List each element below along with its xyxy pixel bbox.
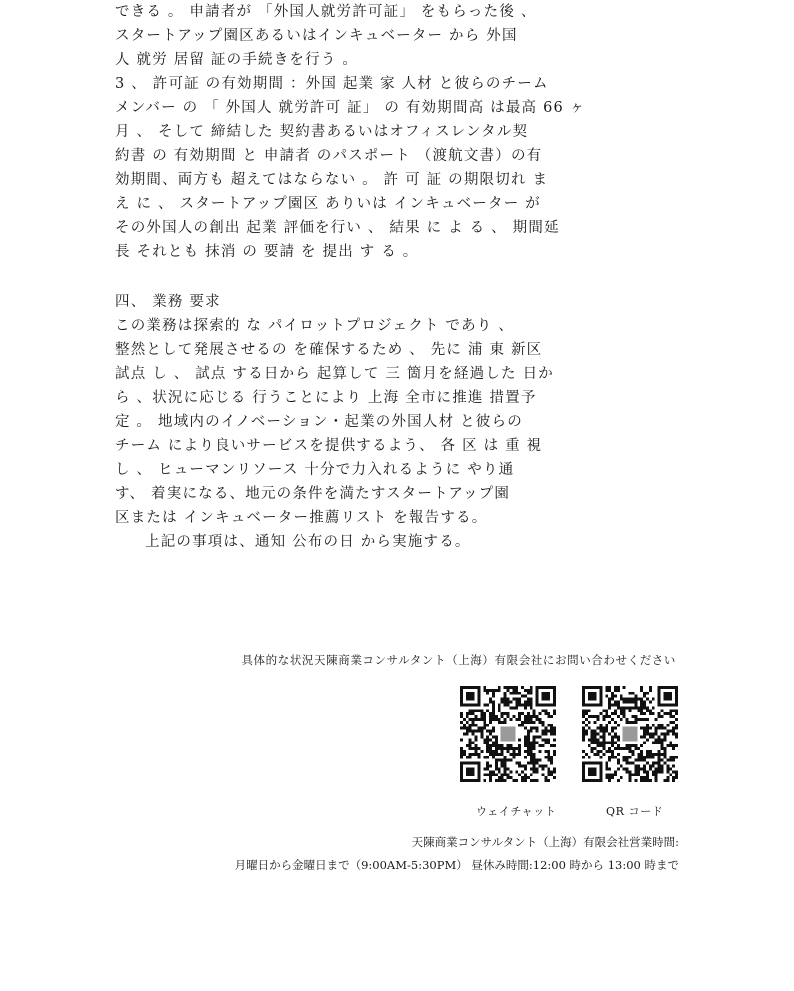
body-line: し 、 ヒューマンリソース 十分で力入れるように やり通	[115, 462, 515, 478]
body-line: できる 。 申請者が 「外国人就労許可証」 をもらった後 、	[115, 4, 537, 20]
body-line: 長 それとも 抹消 の 要請 を 提出 す る 。	[115, 244, 419, 260]
body-line: 約書 の 有効期間 と 申請者 のパスポート （渡航文書）の有	[115, 148, 543, 164]
contact-note: 具体的な状況天陳商業コンサルタント（上海）有限会社にお問い合わせください	[241, 653, 676, 667]
section-heading: 四、 業務 要求	[115, 294, 221, 310]
body-line: スタートアップ園区あるいはインキュベーター から 外国	[115, 28, 518, 44]
qr-code-label: QR コード	[606, 805, 664, 818]
qr-code-image	[582, 686, 678, 782]
wechat-qr-label: ウェイチャット	[476, 805, 557, 818]
body-line: 効期間、両方も 超えてはならない 。 許 可 証 の期限切れ ま	[115, 172, 549, 188]
body-line: 定 。 地域内のイノベーション・起業の外国人材 と彼らの	[115, 414, 523, 430]
body-line: ら 、状況に応じる 行うことにより 上海 全市に推進 措置予	[115, 390, 537, 406]
body-line: す、 着実になる、地元の条件を満たすスタートアップ園	[115, 486, 511, 502]
body-line: 人 就労 居留 証の手続きを行う 。	[115, 52, 359, 68]
closing-line: 上記の事項は、通知 公布の日 から実施する。	[145, 534, 471, 550]
blank-line	[115, 264, 635, 290]
body-line: メンバー の 「 外国人 就労許可 証」 の 有効期間高 は最高 66 ヶ	[115, 100, 586, 116]
body-line: 区または インキュベーター推薦リスト を報告する。	[115, 510, 488, 526]
body-line: 3 、 許可証 の有効期間 ：外国 起業 家 人材 と彼らのチーム	[115, 76, 549, 92]
qr-code-icon	[460, 686, 556, 782]
body-line: チーム により良いサービスを提供するよう、 各 区 は 重 視	[115, 438, 543, 454]
body-line: この業務は探索的 な パイロットプロジェクト であり 、	[115, 318, 515, 334]
body-line: 月 、 そして 締結した 契約書あるいはオフィスレンタル契	[115, 124, 529, 140]
qr-code-icon	[582, 686, 678, 782]
body-line: 整然として発展させるの を確保するため 、 先に 浦 東 新区	[115, 342, 543, 358]
body-line: え に 、 スタートアップ園区 ありいは インキュベーター が	[115, 196, 541, 212]
body-line: 試点 し 、 試点 する日から 起算して 三 箇月を経過した 日か	[115, 366, 554, 382]
document-body	[115, 0, 635, 554]
wechat-qr-code-image	[460, 686, 556, 782]
business-hours-detail: 月曜日から金曜日まで（9:00AM-5:30PM） 昼休み時間:12:00 時から 13:00 時まで	[234, 858, 679, 872]
business-hours-title: 天陳商業コンサルタント（上海）有限会社営業時間:	[411, 835, 679, 849]
body-line: その外国人の創出 起業 評価を行い 、 結果 に よ る 、 期間延	[115, 220, 560, 236]
